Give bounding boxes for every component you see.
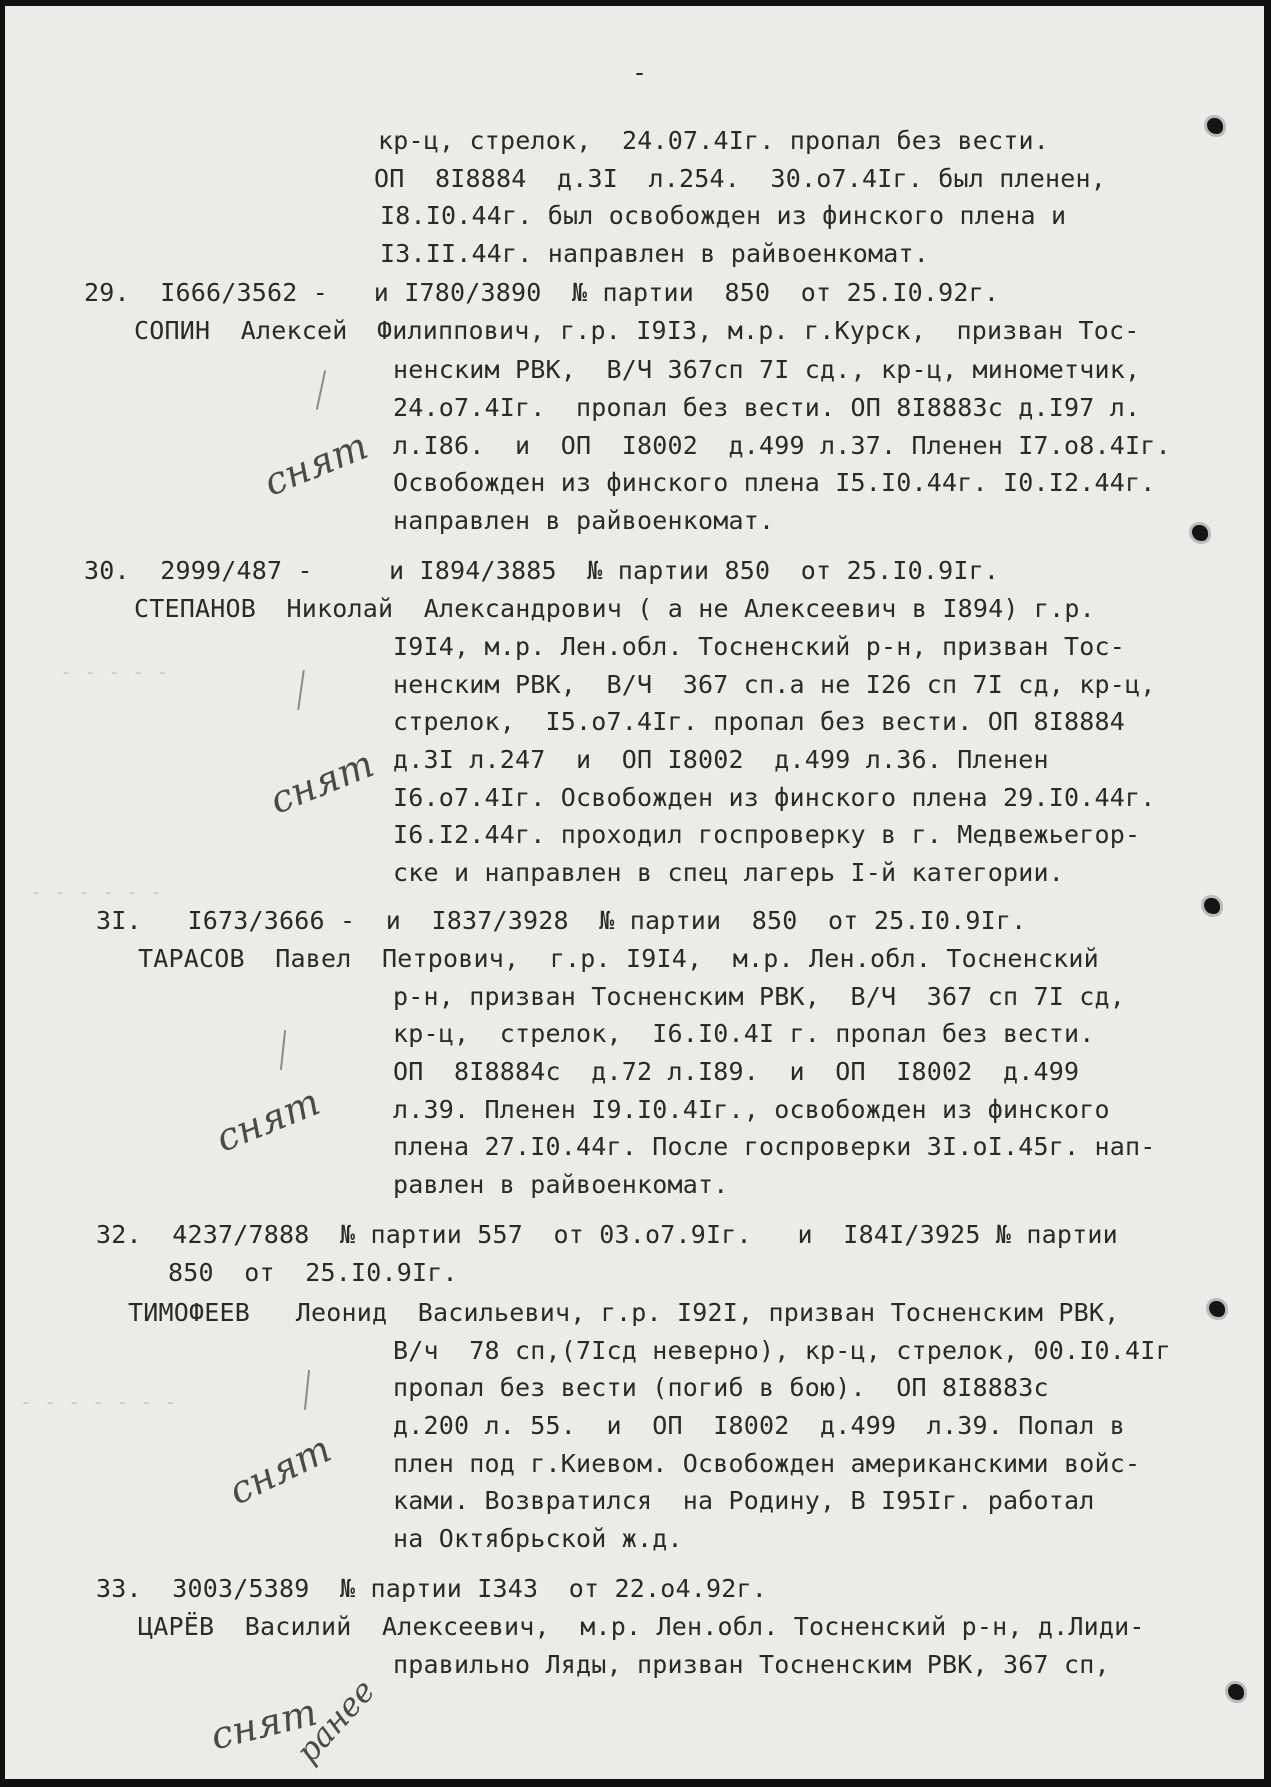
punch-hole <box>1192 525 1208 541</box>
entry-30-header: 30. 2999/487 - и I894/3885 № партии 850 от 25.I0.9Iг. <box>84 556 1000 585</box>
bleed-through-mark: - - - - - - <box>30 880 163 904</box>
handwritten-note: снят <box>257 423 374 505</box>
text-line: ОП 8I8884с д.72 л.I89. и ОП I8002 д.499 <box>393 1057 1080 1086</box>
text-line: д.200 л. 55. и ОП I8002 д.499 л.39. Попал в <box>393 1411 1126 1440</box>
text-line: равлен в райвоенкомат. <box>393 1170 729 1199</box>
top-mark: - <box>632 58 648 87</box>
handwritten-check-mark <box>280 1030 286 1070</box>
text-line: кр-ц, стрелок, 24.07.4Iг. пропал без вести. <box>378 126 1050 155</box>
text-line: ками. Возвратился на Родину, В I95Iг. работал <box>393 1486 1095 1515</box>
text-line: Филиппович, г.р. I9I3, м.р. г.Курск, призван Тос- <box>377 316 1140 345</box>
text-line: пропал без вести (погиб в бою). ОП 8I8883с <box>393 1373 1049 1402</box>
entry-32-name-line: ТИМОФЕЕВ Леонид Васильевич, г.р. I92I, призван Тосненским РВК, <box>128 1298 1120 1327</box>
handwritten-check-mark <box>304 1370 310 1410</box>
scan-border-bottom <box>0 1779 1271 1787</box>
entry-29-header: 29. I666/3562 - и I780/3890 № партии 850 от 25.I0.92г. <box>84 278 1000 307</box>
entry-32-header: 32. 4237/7888 № партии 557 от 03.о7.9Iг. и I84I/3925 № партии <box>96 1220 1118 1249</box>
scan-border-right <box>1264 0 1271 1787</box>
text-line: л.39. Пленен I9.I0.4Iг., освобожден из финского <box>393 1095 1110 1124</box>
text-line: кр-ц, стрелок, I6.I0.4I г. пропал без вести. <box>393 1019 1095 1048</box>
handwritten-note: ранее <box>288 1671 383 1771</box>
punch-hole <box>1204 898 1220 914</box>
text-line: плен под г.Киевом. Освобожден американскими войс- <box>393 1449 1141 1478</box>
text-line: 850 от 25.I0.9Iг. <box>168 1258 458 1287</box>
handwritten-check-mark <box>297 670 305 710</box>
punch-hole <box>1209 1301 1225 1317</box>
text-line: направлен в райвоенкомат. <box>393 506 775 535</box>
handwritten-note: снят <box>209 1079 326 1161</box>
entry-31-name-line: ТАРАСОВ Павел Петрович, г.р. I9I4, м.р. Лен.обл. Тосненский <box>138 944 1099 973</box>
text-line: правильно Ляды, призван Тосненским РВК, 367 сп, <box>393 1650 1110 1679</box>
entry-33-name-line: ЦАРЁВ Василий Алексеевич, м.р. Лен.обл. Тосненский р-н, д.Лиди- <box>138 1612 1145 1641</box>
handwritten-note: снят <box>263 741 380 823</box>
text-line: В/ч 78 сп,(7Iсд неверно), кр-ц, стрелок, 00.I0.4Iг <box>393 1336 1171 1365</box>
punch-hole <box>1228 1684 1244 1700</box>
text-line: ске и направлен в спец лагерь I-й категории. <box>393 858 1065 887</box>
text-line: ненским РВК, В/Ч 367сп 7I сд., кр-ц, минометчик, <box>393 355 1141 384</box>
punch-hole <box>1207 118 1223 134</box>
text-line: р-н, призван Тосненским РВК, В/Ч 367 сп 7I сд, <box>393 982 1126 1011</box>
text-line: стрелок, I5.о7.4Iг. пропал без вести. ОП 8I8884 <box>393 707 1126 736</box>
entry-30-name-line: СТЕПАНОВ Николай Александрович ( а не Алексеевич в I894) г.р. <box>134 594 1095 623</box>
scan-border-top <box>0 0 1271 6</box>
text-line: I6.о7.4Iг. Освобожден из финского плена 29.I0.44г. <box>393 783 1156 812</box>
text-line: Освобожден из финского плена I5.I0.44г. I0.I2.44г. <box>393 468 1156 497</box>
text-line: л.I86. и ОП I8002 д.499 л.37. Пленен I7.о8.4Iг. <box>393 431 1171 460</box>
scan-border-left <box>0 0 5 1787</box>
text-line: 24.о7.4Iг. пропал без вести. ОП 8I8883с д.I97 л. <box>393 393 1141 422</box>
text-line: ОП 8I8884 д.3I л.254. 30.о7.4Iг. был пленен, <box>374 164 1107 193</box>
handwritten-note: снят <box>206 1689 322 1759</box>
handwritten-check-mark <box>316 370 326 410</box>
bleed-through-mark: - - - - - - - <box>20 1390 177 1414</box>
text-line: на Октябрьской ж.д. <box>393 1524 683 1553</box>
text-line: I9I4, м.р. Лен.обл. Тосненский р-н, призван Тос- <box>393 632 1126 661</box>
entry-29-surname: СОПИН Алексей <box>134 316 348 345</box>
entry-31-header: 3I. I673/3666 - и I837/3928 № партии 850 от 25.I0.9Iг. <box>96 906 1027 935</box>
bleed-through-mark: - - - - - <box>60 660 169 684</box>
text-line: д.3I л.247 и ОП I8002 д.499 л.36. Пленен <box>393 745 1049 774</box>
handwritten-note: снят <box>221 1426 338 1514</box>
text-line: I8.I0.44г. был освобожден из финского плена и <box>380 201 1067 230</box>
text-line: I6.I2.44г. проходил госпроверку в г. Медвежьегор- <box>393 820 1141 849</box>
text-line: плена 27.I0.44г. После госпроверки 3I.оI.45г. нап- <box>393 1132 1156 1161</box>
text-line: I3.II.44г. направлен в райвоенкомат. <box>380 239 930 268</box>
text-line: ненским РВК, В/Ч 367 сп.а не I26 сп 7I сд, кр-ц, <box>393 670 1156 699</box>
entry-33-header: 33. 3003/5389 № партии I343 от 22.о4.92г. <box>96 1574 768 1603</box>
